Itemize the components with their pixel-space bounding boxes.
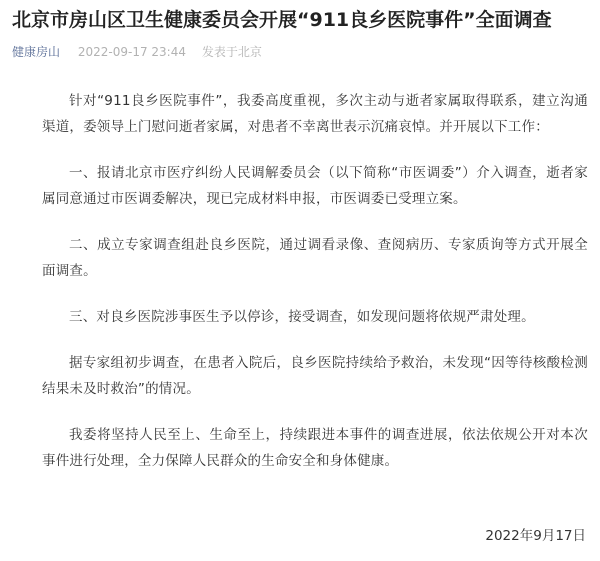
article-title: 北京市房山区卫生健康委员会开展“911良乡医院事件”全面调查: [12, 9, 552, 31]
sign-date: 2022年9月17日: [485, 528, 586, 544]
article-meta: [12, 43, 262, 61]
article-paragraph: 一、报请北京市医疗纠纷人民调解委员会（以下简称“市医调委”）介入调查，逝者家属同意通过市医调委解决，现已完成材料申报，市医调委已受理立案。: [42, 165, 588, 207]
account-name-link[interactable]: 健康房山: [12, 45, 61, 59]
article-paragraph: 三、对良乡医院涉事医生予以停诊，接受调查，如发现问题将依规严肃处理。: [69, 309, 535, 325]
article-paragraph: 我委将坚持人民至上、生命至上，持续跟进本事件的调查进展，依法依规公开对本次事件进行处理，全力保障人民群众的生命安全和身体健康。: [42, 427, 588, 469]
publish-location: 发表于北京: [201, 45, 262, 59]
publish-time: 2022-09-17 23:44: [77, 45, 186, 59]
article-paragraph: 据专家组初步调查，在患者入院后，良乡医院持续给予救治，未发现“因等待核酸检测结果未及时救治”的情况。: [42, 355, 588, 397]
article-body: [42, 88, 588, 494]
article-paragraph: 二、成立专家调查组赴良乡医院，通过调看录像、查阅病历、专家质询等方式开展全面调查。: [42, 237, 588, 279]
article-paragraph: 针对“911良乡医院事件”，我委高度重视，多次主动与逝者家属取得联系，建立沟通渠道，委领导上门慰问逝者家属，对患者不幸离世表示沉痛哀悼。并开展以下工作：: [42, 93, 588, 135]
